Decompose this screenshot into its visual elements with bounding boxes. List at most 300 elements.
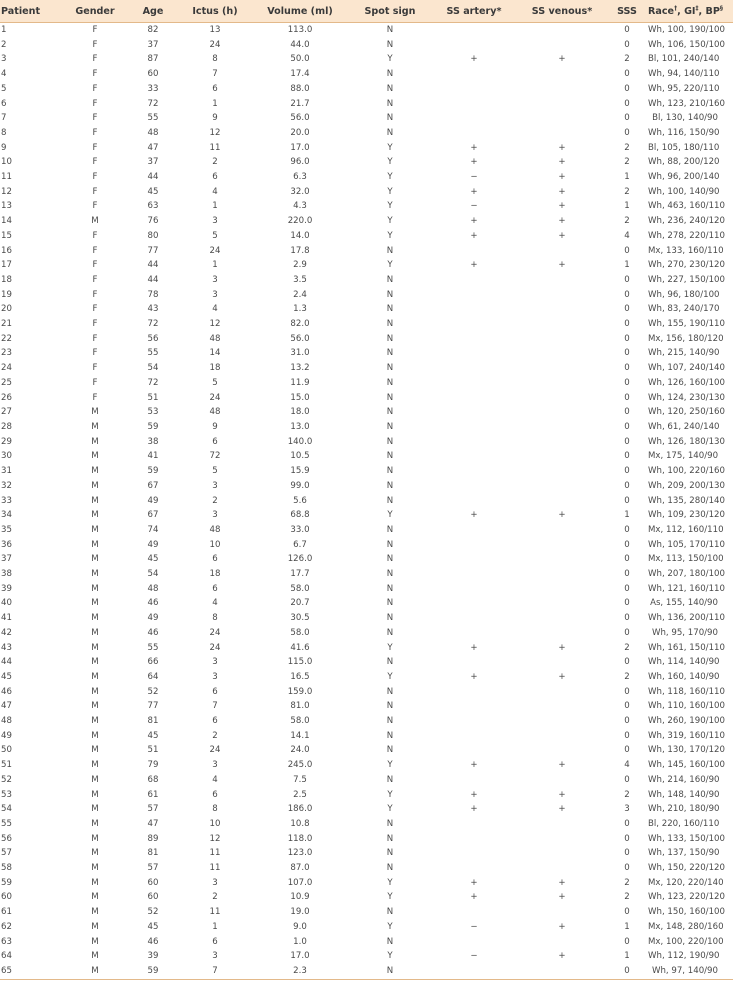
header-row: [0, 0, 733, 23]
cell-race-gi-bp: Wh, 61, 240/140: [648, 421, 720, 432]
cell-patient: 26: [1, 392, 12, 403]
cell-race-gi-bp: Mx, 133, 160/110: [648, 245, 724, 256]
cell-ss-venous: [518, 832, 606, 847]
cell-spot-sign: N: [386, 936, 394, 947]
cell-gender: M: [91, 863, 99, 874]
table-row: [0, 464, 733, 479]
cell-ss-venous: [518, 361, 606, 376]
cell-ictus: 24: [209, 39, 221, 50]
cell-patient: 51: [1, 760, 12, 771]
cell-ss-venous: [518, 449, 606, 464]
cell-volume: 58.0: [290, 716, 310, 727]
cell-ss-artery: +: [470, 642, 478, 653]
table-row: [0, 111, 733, 126]
cell-patient: 23: [1, 348, 12, 359]
table-row: [0, 743, 733, 758]
table-body: [0, 23, 733, 980]
cell-race-gi-bp: Wh, 105, 170/110: [648, 539, 725, 550]
cell-race-gi-bp: Wh, 114, 140/90: [648, 657, 720, 668]
table-row: [0, 802, 733, 817]
cell-age: 53: [147, 407, 159, 418]
cell-age: 39: [147, 951, 159, 962]
cell-sss: 0: [624, 25, 630, 35]
cell-race-gi-bp: Wh, 136, 200/110: [648, 613, 725, 624]
cell-spot-sign: N: [386, 377, 394, 388]
cell-race-gi-bp: Wh, 95, 170/90: [651, 627, 718, 638]
cell-spot-sign: N: [386, 466, 394, 477]
cell-sss: 0: [624, 377, 630, 388]
cell-spot-sign: N: [386, 113, 394, 124]
cell-race-gi-bp: Wh, 110, 160/100: [648, 701, 725, 712]
cell-spot-sign: N: [386, 436, 394, 447]
cell-ss-venous: +: [558, 230, 566, 241]
cell-patient: 32: [1, 480, 12, 491]
cell-patient: 47: [1, 701, 12, 712]
cell-race-gi-bp: Bl, 105, 180/110: [648, 142, 720, 153]
cell-spot-sign: Y: [387, 671, 393, 682]
cell-ss-artery: −: [470, 201, 478, 212]
cell-volume: 186.0: [287, 804, 313, 815]
cell-volume: 31.0: [290, 348, 310, 359]
cell-ictus: 24: [209, 627, 221, 638]
cell-patient: 14: [1, 216, 12, 227]
cell-spot-sign: Y: [387, 951, 393, 962]
cell-ictus: 6: [212, 583, 218, 594]
cell-volume: 33.0: [290, 524, 310, 535]
cell-spot-sign: Y: [387, 172, 393, 183]
header-gender: Gender: [64, 0, 126, 23]
cell-spot-sign: N: [386, 421, 394, 432]
cell-age: 63: [147, 201, 159, 212]
cell-gender: M: [91, 789, 99, 800]
cell-gender: M: [91, 421, 99, 432]
cell-gender: M: [91, 804, 99, 815]
cell-ictus: 24: [209, 392, 221, 403]
cell-ss-artery: −: [470, 921, 478, 932]
cell-age: 61: [147, 789, 159, 800]
cell-ss-artery: +: [470, 892, 478, 903]
table-row: [0, 317, 733, 332]
cell-spot-sign: N: [386, 98, 394, 109]
cell-patient: 55: [1, 818, 12, 829]
cell-age: 72: [147, 377, 159, 388]
cell-sss: 0: [624, 127, 630, 138]
table-row: [0, 346, 733, 361]
header-race-label: Race: [648, 5, 675, 17]
table-row: [0, 38, 733, 53]
cell-age: 49: [147, 539, 159, 550]
cell-patient: 20: [1, 304, 12, 315]
cell-volume: 6.7: [293, 539, 307, 550]
cell-sss: 0: [624, 863, 630, 874]
cell-volume: 58.0: [290, 627, 310, 638]
cell-ss-artery: +: [470, 230, 478, 241]
cell-ictus: 3: [212, 216, 218, 227]
header-bp-mark: §: [719, 4, 723, 12]
cell-ss-artery: +: [470, 877, 478, 888]
cell-spot-sign: N: [386, 686, 394, 697]
cell-volume: 14.1: [290, 730, 310, 741]
cell-spot-sign: Y: [387, 804, 393, 815]
cell-ss-artery: [430, 729, 518, 744]
cell-gender: M: [91, 774, 99, 785]
header-sep-2: ,: [698, 5, 706, 17]
cell-sss: 1: [624, 260, 630, 271]
table-row: [0, 817, 733, 832]
header-ss-venous: SS venous*: [518, 0, 606, 23]
cell-ss-artery: [430, 126, 518, 141]
cell-gender: F: [92, 289, 98, 300]
cell-patient: 46: [1, 686, 12, 697]
cell-gender: M: [91, 495, 99, 506]
cell-sss: 0: [624, 745, 630, 756]
cell-patient: 56: [1, 833, 12, 844]
cell-ss-artery: +: [470, 804, 478, 815]
cell-patient: 54: [1, 804, 12, 815]
cell-patient: 4: [1, 69, 7, 80]
cell-patient: 19: [1, 289, 12, 300]
cell-spot-sign: N: [386, 245, 394, 256]
header-ss-artery: SS artery*: [430, 0, 518, 23]
cell-spot-sign: N: [386, 392, 394, 403]
cell-patient: 45: [1, 671, 12, 682]
cell-patient: 16: [1, 245, 12, 256]
cell-ss-artery: [430, 567, 518, 582]
cell-ss-artery: [430, 361, 518, 376]
table-row: [0, 508, 733, 523]
cell-volume: 56.0: [290, 333, 310, 344]
cell-gender: M: [91, 745, 99, 756]
cell-ss-artery: [430, 244, 518, 259]
cell-patient: 37: [1, 554, 12, 565]
table-row: [0, 773, 733, 788]
cell-gender: M: [91, 892, 99, 903]
cell-ss-venous: [518, 23, 606, 38]
table-row: [0, 67, 733, 82]
cell-ss-venous: +: [558, 921, 566, 932]
table-row: [0, 449, 733, 464]
cell-volume: 68.8: [290, 510, 310, 521]
cell-gender: F: [92, 245, 98, 256]
cell-ss-venous: [518, 302, 606, 317]
cell-age: 57: [147, 863, 159, 874]
cell-ictus: 18: [209, 569, 221, 580]
cell-ss-artery: [430, 376, 518, 391]
table-row: [0, 273, 733, 288]
cell-ss-venous: [518, 376, 606, 391]
cell-ictus: 12: [209, 319, 221, 330]
cell-ss-venous: [518, 596, 606, 611]
cell-spot-sign: Y: [387, 510, 393, 521]
cell-volume: 17.4: [290, 69, 310, 80]
table-row: [0, 126, 733, 141]
cell-volume: 41.6: [290, 642, 310, 653]
table-row: [0, 405, 733, 420]
cell-volume: 14.0: [290, 230, 310, 241]
cell-ss-artery: +: [470, 216, 478, 227]
cell-gender: F: [92, 348, 98, 359]
cell-ictus: 2: [212, 730, 218, 741]
cell-patient: 7: [1, 113, 7, 124]
cell-ss-venous: [518, 317, 606, 332]
cell-ss-artery: [430, 846, 518, 861]
cell-gender: M: [91, 657, 99, 668]
cell-gender: F: [92, 157, 98, 168]
cell-sss: 0: [624, 613, 630, 624]
cell-race-gi-bp: Wh, 100, 190/100: [648, 25, 725, 35]
cell-patient: 42: [1, 627, 12, 638]
table-row: [0, 832, 733, 847]
cell-ss-artery: −: [470, 172, 478, 183]
cell-gender: M: [91, 598, 99, 609]
cell-ss-venous: +: [558, 172, 566, 183]
cell-ss-artery: [430, 626, 518, 641]
cell-ss-venous: [518, 743, 606, 758]
table-row: [0, 846, 733, 861]
table-row: [0, 905, 733, 920]
cell-ss-venous: [518, 523, 606, 538]
cell-age: 48: [147, 127, 159, 138]
cell-volume: 20.0: [290, 127, 310, 138]
cell-volume: 58.0: [290, 583, 310, 594]
cell-ss-venous: +: [558, 642, 566, 653]
cell-spot-sign: Y: [387, 54, 393, 65]
cell-age: 60: [147, 877, 159, 888]
cell-spot-sign: N: [386, 745, 394, 756]
cell-gender: M: [91, 466, 99, 477]
cell-volume: 19.0: [290, 907, 310, 918]
cell-ictus: 11: [209, 863, 221, 874]
cell-ictus: 6: [212, 936, 218, 947]
cell-ictus: 48: [209, 524, 221, 535]
cell-ss-venous: [518, 82, 606, 97]
cell-patient: 35: [1, 524, 12, 535]
cell-spot-sign: Y: [387, 157, 393, 168]
cell-ss-artery: [430, 391, 518, 406]
cell-volume: 140.0: [287, 436, 313, 447]
cell-spot-sign: N: [386, 539, 394, 550]
cell-ss-artery: +: [470, 760, 478, 771]
cell-patient: 12: [1, 186, 12, 197]
cell-spot-sign: N: [386, 274, 394, 285]
cell-ictus: 9: [212, 421, 218, 432]
cell-age: 54: [147, 569, 159, 580]
cell-volume: 159.0: [287, 686, 313, 697]
cell-ictus: 24: [209, 642, 221, 653]
cell-age: 72: [147, 319, 159, 330]
table-row: [0, 229, 733, 244]
cell-gender: M: [91, 951, 99, 962]
cell-age: 82: [147, 25, 159, 35]
table-row: [0, 611, 733, 626]
table-row: [0, 97, 733, 112]
cell-gender: F: [92, 333, 98, 344]
cell-ictus: 2: [212, 157, 218, 168]
cell-patient: 28: [1, 421, 12, 432]
cell-race-gi-bp: Wh, 118, 160/110: [648, 686, 725, 697]
cell-sss: 0: [624, 554, 630, 565]
cell-race-gi-bp: Wh, 463, 160/110: [648, 201, 725, 212]
cell-volume: 126.0: [287, 554, 313, 565]
cell-volume: 123.0: [287, 848, 313, 859]
cell-ss-venous: [518, 288, 606, 303]
cell-age: 44: [147, 260, 159, 271]
cell-ictus: 6: [212, 686, 218, 697]
cell-race-gi-bp: Wh, 150, 160/100: [648, 907, 725, 918]
cell-ss-artery: [430, 302, 518, 317]
cell-ictus: 9: [212, 113, 218, 124]
cell-ictus: 72: [209, 451, 221, 462]
cell-spot-sign: Y: [387, 186, 393, 197]
cell-age: 68: [147, 774, 159, 785]
cell-ss-artery: [430, 582, 518, 597]
table-row: [0, 538, 733, 553]
cell-patient: 59: [1, 877, 12, 888]
cell-age: 81: [147, 716, 159, 727]
cell-ictus: 3: [212, 480, 218, 491]
cell-volume: 115.0: [287, 657, 313, 668]
cell-ss-artery: [430, 405, 518, 420]
cell-sss: 0: [624, 539, 630, 550]
cell-sss: 0: [624, 451, 630, 462]
table-row: [0, 582, 733, 597]
cell-spot-sign: N: [386, 348, 394, 359]
cell-volume: 17.0: [290, 951, 310, 962]
cell-age: 89: [147, 833, 159, 844]
cell-ss-venous: [518, 846, 606, 861]
cell-race-gi-bp: Wh, 112, 190/90: [648, 951, 720, 962]
cell-race-gi-bp: Wh, 278, 220/110: [648, 230, 725, 241]
cell-gender: M: [91, 686, 99, 697]
cell-patient: 24: [1, 363, 12, 374]
cell-ss-venous: [518, 346, 606, 361]
cell-ss-venous: +: [558, 877, 566, 888]
table-row: [0, 670, 733, 685]
cell-ss-artery: [430, 449, 518, 464]
cell-gender: M: [91, 730, 99, 741]
cell-sss: 0: [624, 98, 630, 109]
cell-ictus: 8: [212, 613, 218, 624]
cell-spot-sign: N: [386, 833, 394, 844]
cell-gender: M: [91, 216, 99, 227]
cell-age: 55: [147, 348, 159, 359]
cell-ss-venous: [518, 420, 606, 435]
cell-volume: 20.7: [290, 598, 310, 609]
cell-ss-venous: +: [558, 804, 566, 815]
cell-sss: 0: [624, 480, 630, 491]
table-row: [0, 23, 733, 38]
cell-spot-sign: Y: [387, 201, 393, 212]
cell-ictus: 12: [209, 127, 221, 138]
header-race-gi-bp: [648, 0, 733, 23]
cell-race-gi-bp: Wh, 270, 230/120: [648, 260, 725, 271]
table-row: [0, 391, 733, 406]
cell-volume: 44.0: [290, 39, 310, 50]
cell-ictus: 5: [212, 466, 218, 477]
cell-ss-artery: [430, 464, 518, 479]
cell-age: 52: [147, 907, 159, 918]
cell-race-gi-bp: Wh, 97, 140/90: [648, 964, 733, 979]
cell-patient: 9: [1, 142, 7, 153]
cell-patient: 62: [1, 921, 12, 932]
cell-age: 77: [147, 701, 159, 712]
cell-patient: 43: [1, 642, 12, 653]
cell-ss-venous: [518, 626, 606, 641]
cell-gender: M: [91, 613, 99, 624]
cell-sss: 0: [624, 907, 630, 918]
cell-ss-venous: [518, 582, 606, 597]
header-age: Age: [126, 0, 180, 23]
cell-patient: 2: [1, 39, 7, 50]
cell-spot-sign: N: [386, 730, 394, 741]
cell-ss-venous: +: [558, 789, 566, 800]
cell-ss-venous: [518, 699, 606, 714]
cell-ictus: 10: [209, 818, 221, 829]
cell-sss: 0: [606, 964, 648, 979]
table-row: [0, 494, 733, 509]
cell-patient: 13: [1, 201, 12, 212]
cell-gender: M: [91, 524, 99, 535]
cell-gender: M: [91, 907, 99, 918]
cell-ictus: 1: [212, 260, 218, 271]
cell-patient: 65: [0, 964, 64, 979]
cell-race-gi-bp: Wh, 116, 150/90: [648, 127, 720, 138]
cell-ictus: 3: [212, 510, 218, 521]
cell-gender: M: [91, 539, 99, 550]
cell-volume: 82.0: [290, 319, 310, 330]
cell-ss-venous: [518, 126, 606, 141]
table-row: [0, 788, 733, 803]
cell-ictus: 8: [212, 54, 218, 65]
cell-ss-venous: [518, 729, 606, 744]
cell-volume: 17.7: [290, 569, 310, 580]
cell-race-gi-bp: Wh, 150, 220/120: [648, 863, 725, 874]
cell-ictus: 18: [209, 363, 221, 374]
cell-spot-sign: Y: [387, 216, 393, 227]
cell-age: 55: [147, 113, 159, 124]
cell-patient: 21: [1, 319, 12, 330]
cell-ss-venous: [518, 494, 606, 509]
cell-age: 66: [147, 657, 159, 668]
cell-patient: 38: [1, 569, 12, 580]
cell-ictus: 48: [209, 407, 221, 418]
cell-ss-venous: +: [558, 760, 566, 771]
cell-ss-artery: +: [470, 671, 478, 682]
cell-gender: F: [92, 274, 98, 285]
cell-ss-artery: [430, 420, 518, 435]
cell-age: 44: [147, 172, 159, 183]
cell-volume: 10.5: [290, 451, 310, 462]
cell-age: 45: [147, 186, 159, 197]
cell-ictus: 5: [212, 377, 218, 388]
cell-sss: 0: [624, 348, 630, 359]
table-row: [0, 567, 733, 582]
cell-ictus: 2: [212, 892, 218, 903]
cell-spot-sign: N: [386, 39, 394, 50]
table-row: [0, 141, 733, 156]
cell-sss: 4: [624, 760, 630, 771]
cell-volume: 88.0: [290, 83, 310, 94]
cell-ictus: 24: [209, 245, 221, 256]
cell-race-gi-bp: Mx, 112, 160/110: [648, 524, 724, 535]
table-row: [0, 332, 733, 347]
cell-gender: M: [91, 921, 99, 932]
cell-volume: 113.0: [287, 25, 313, 35]
cell-patient: 49: [1, 730, 12, 741]
cell-spot-sign: Y: [387, 642, 393, 653]
cell-ss-artery: [430, 743, 518, 758]
cell-sss: 0: [624, 627, 630, 638]
